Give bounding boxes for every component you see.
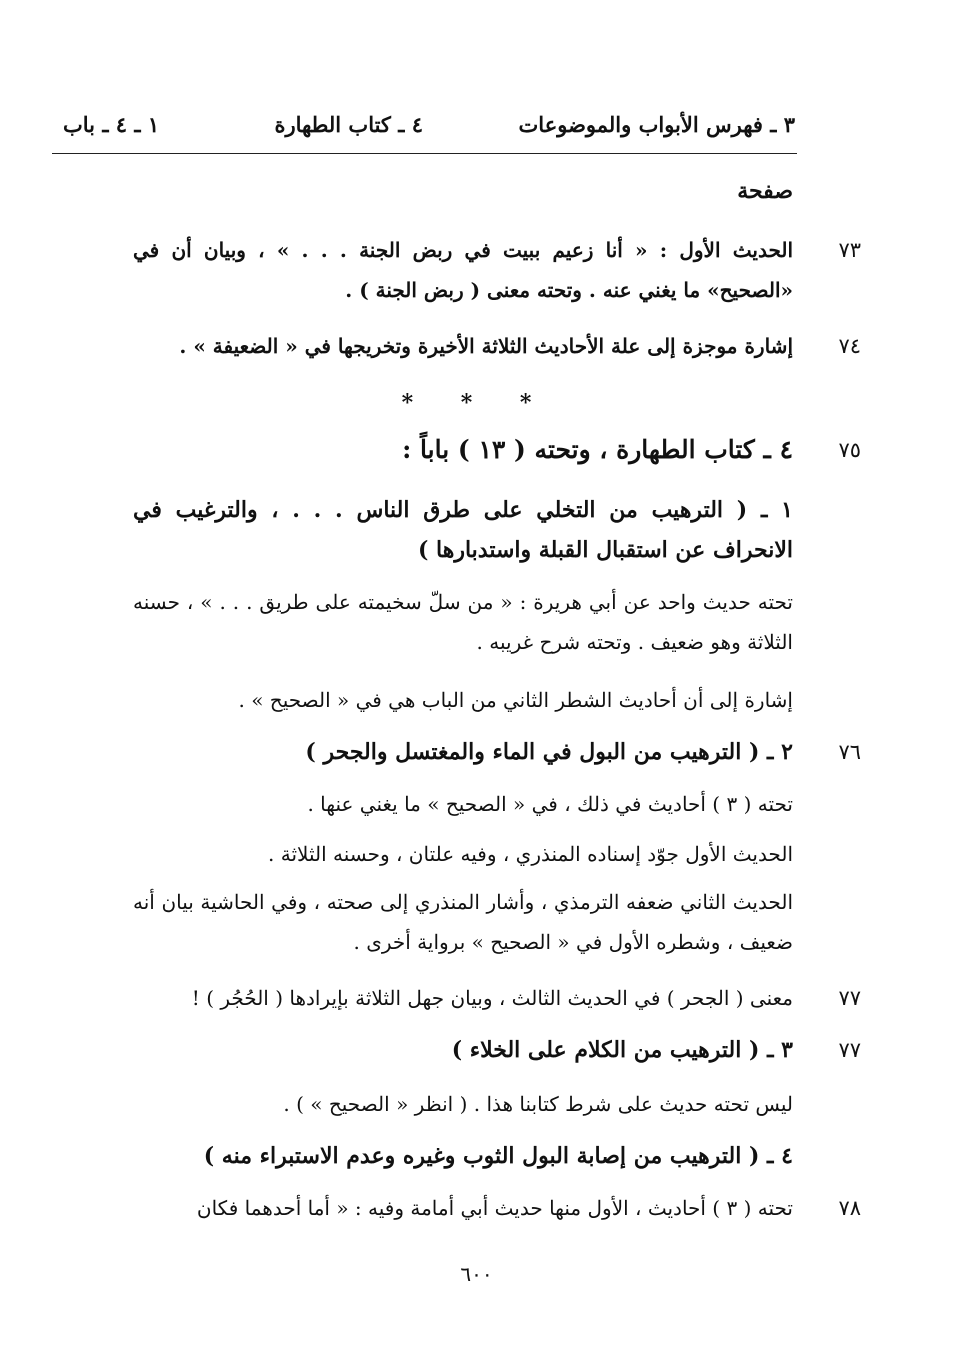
book-heading: ٤ ـ كتاب الطهارة ، وتحته ( ١٣ ) باباً : (402, 435, 793, 464)
section-separator: * * * (401, 390, 552, 416)
index-entry (133, 1084, 793, 1124)
entry-page-number: ٧٦ (838, 740, 861, 764)
chapter-heading (253, 732, 861, 772)
entry-text: الحديث الثاني ضعفه الترمذي ، وأشار المنذري إلى صحته ، وفي الحاشية بيان أنه ضعيف ، وشطره الأول في « الصحيح » برواية أخرى . (133, 890, 793, 954)
entry-text: ليس تحته حديث على شرط كتابنا هذا . ( انظر « الصحيح » ) . (283, 1092, 793, 1116)
page-column-heading: صفحة (737, 178, 793, 204)
entry-text: الحديث الأول جوّد إسناده المنذري ، وفيه علتان ، وحسنه الثلاثة . (268, 842, 793, 866)
entry-page-number: ٧٣ (838, 238, 861, 262)
chapter-heading (253, 1030, 861, 1070)
chapter-title: ٢ ـ ( الترهيب من البول في الماء والمغتسل والجحر ) (305, 739, 793, 765)
page-number: ٦٠٠ (460, 1262, 493, 1286)
index-entry (133, 1188, 861, 1228)
header-book-title: ٤ ـ كتاب الطهارة (274, 112, 423, 137)
entry-page-number: ٧٧ (838, 1038, 861, 1062)
entry-text: تحته ( ٣ ) أحاديث في ذلك ، في « الصحيح » ما يغني عنها . (307, 792, 793, 816)
index-entry (133, 680, 793, 720)
index-entry (133, 582, 793, 662)
header-divider (52, 153, 797, 154)
index-entry (133, 834, 793, 874)
index-entry (253, 784, 793, 824)
book-heading-entry (133, 430, 861, 470)
header-chapter-ref: ١ ـ ٤ ـ باب (63, 112, 160, 137)
index-entry (133, 978, 861, 1018)
entry-page-number: ٧٤ (838, 334, 861, 358)
header-section-title: ٣ ـ فهرس الأبواب والموضوعات (518, 112, 795, 137)
entry-text: الحديث الأول : « أنا زعيم ببيت في ربض الجنة . . . » ، وبيان أن في «الصحيح» ما يغني عنه . وتحته معنى ( ربض الجنة ) . (133, 238, 793, 302)
index-entry (133, 326, 861, 366)
chapter-heading (133, 490, 793, 570)
index-entry (133, 882, 793, 962)
entry-text: إشارة موجزة إلى علة الأحاديث الثلاثة الأخيرة وتخريجها في « الضعيفة » . (179, 334, 793, 358)
entry-text: إشارة إلى أن أحاديث الشطر الثاني من الباب هي في « الصحيح » . (238, 688, 793, 712)
entry-page-number: ٧٨ (838, 1196, 861, 1220)
chapter-heading (133, 1136, 793, 1176)
index-entry (133, 230, 861, 310)
running-header (55, 112, 795, 146)
entry-page-number: ٧٧ (838, 986, 861, 1010)
entry-text: تحته ( ٣ ) أحاديث ، الأول منها حديث أبي أمامة وفيه : « أما أحدهما فكان (196, 1196, 793, 1220)
chapter-title: ٤ ـ ( الترهيب من إصابة البول الثوب وغيره وعدم الاستبراء منه ) (203, 1143, 793, 1169)
chapter-title: ٣ ـ ( الترهيب من الكلام على الخلاء ) (451, 1037, 793, 1063)
entry-text: معنى ( الجحر ) في الحديث الثالث ، وبيان جهل الثلاثة بإيرادها ( الحُجُر ) ! (191, 986, 793, 1010)
entry-text: تحته حديث واحد عن أبي هريرة : « من سلّ سخيمته على طريق . . . » ، حسنه الثلاثة وهو ضعيف . وتحته شرح غريبه . (133, 590, 793, 654)
chapter-title: ١ ـ ( الترهيب من التخلي على طرق الناس . . . ، والترغيب في الانحراف عن استقبال القبلة واستدبارها ) (133, 497, 793, 563)
entry-page-number: ٧٥ (838, 438, 861, 462)
